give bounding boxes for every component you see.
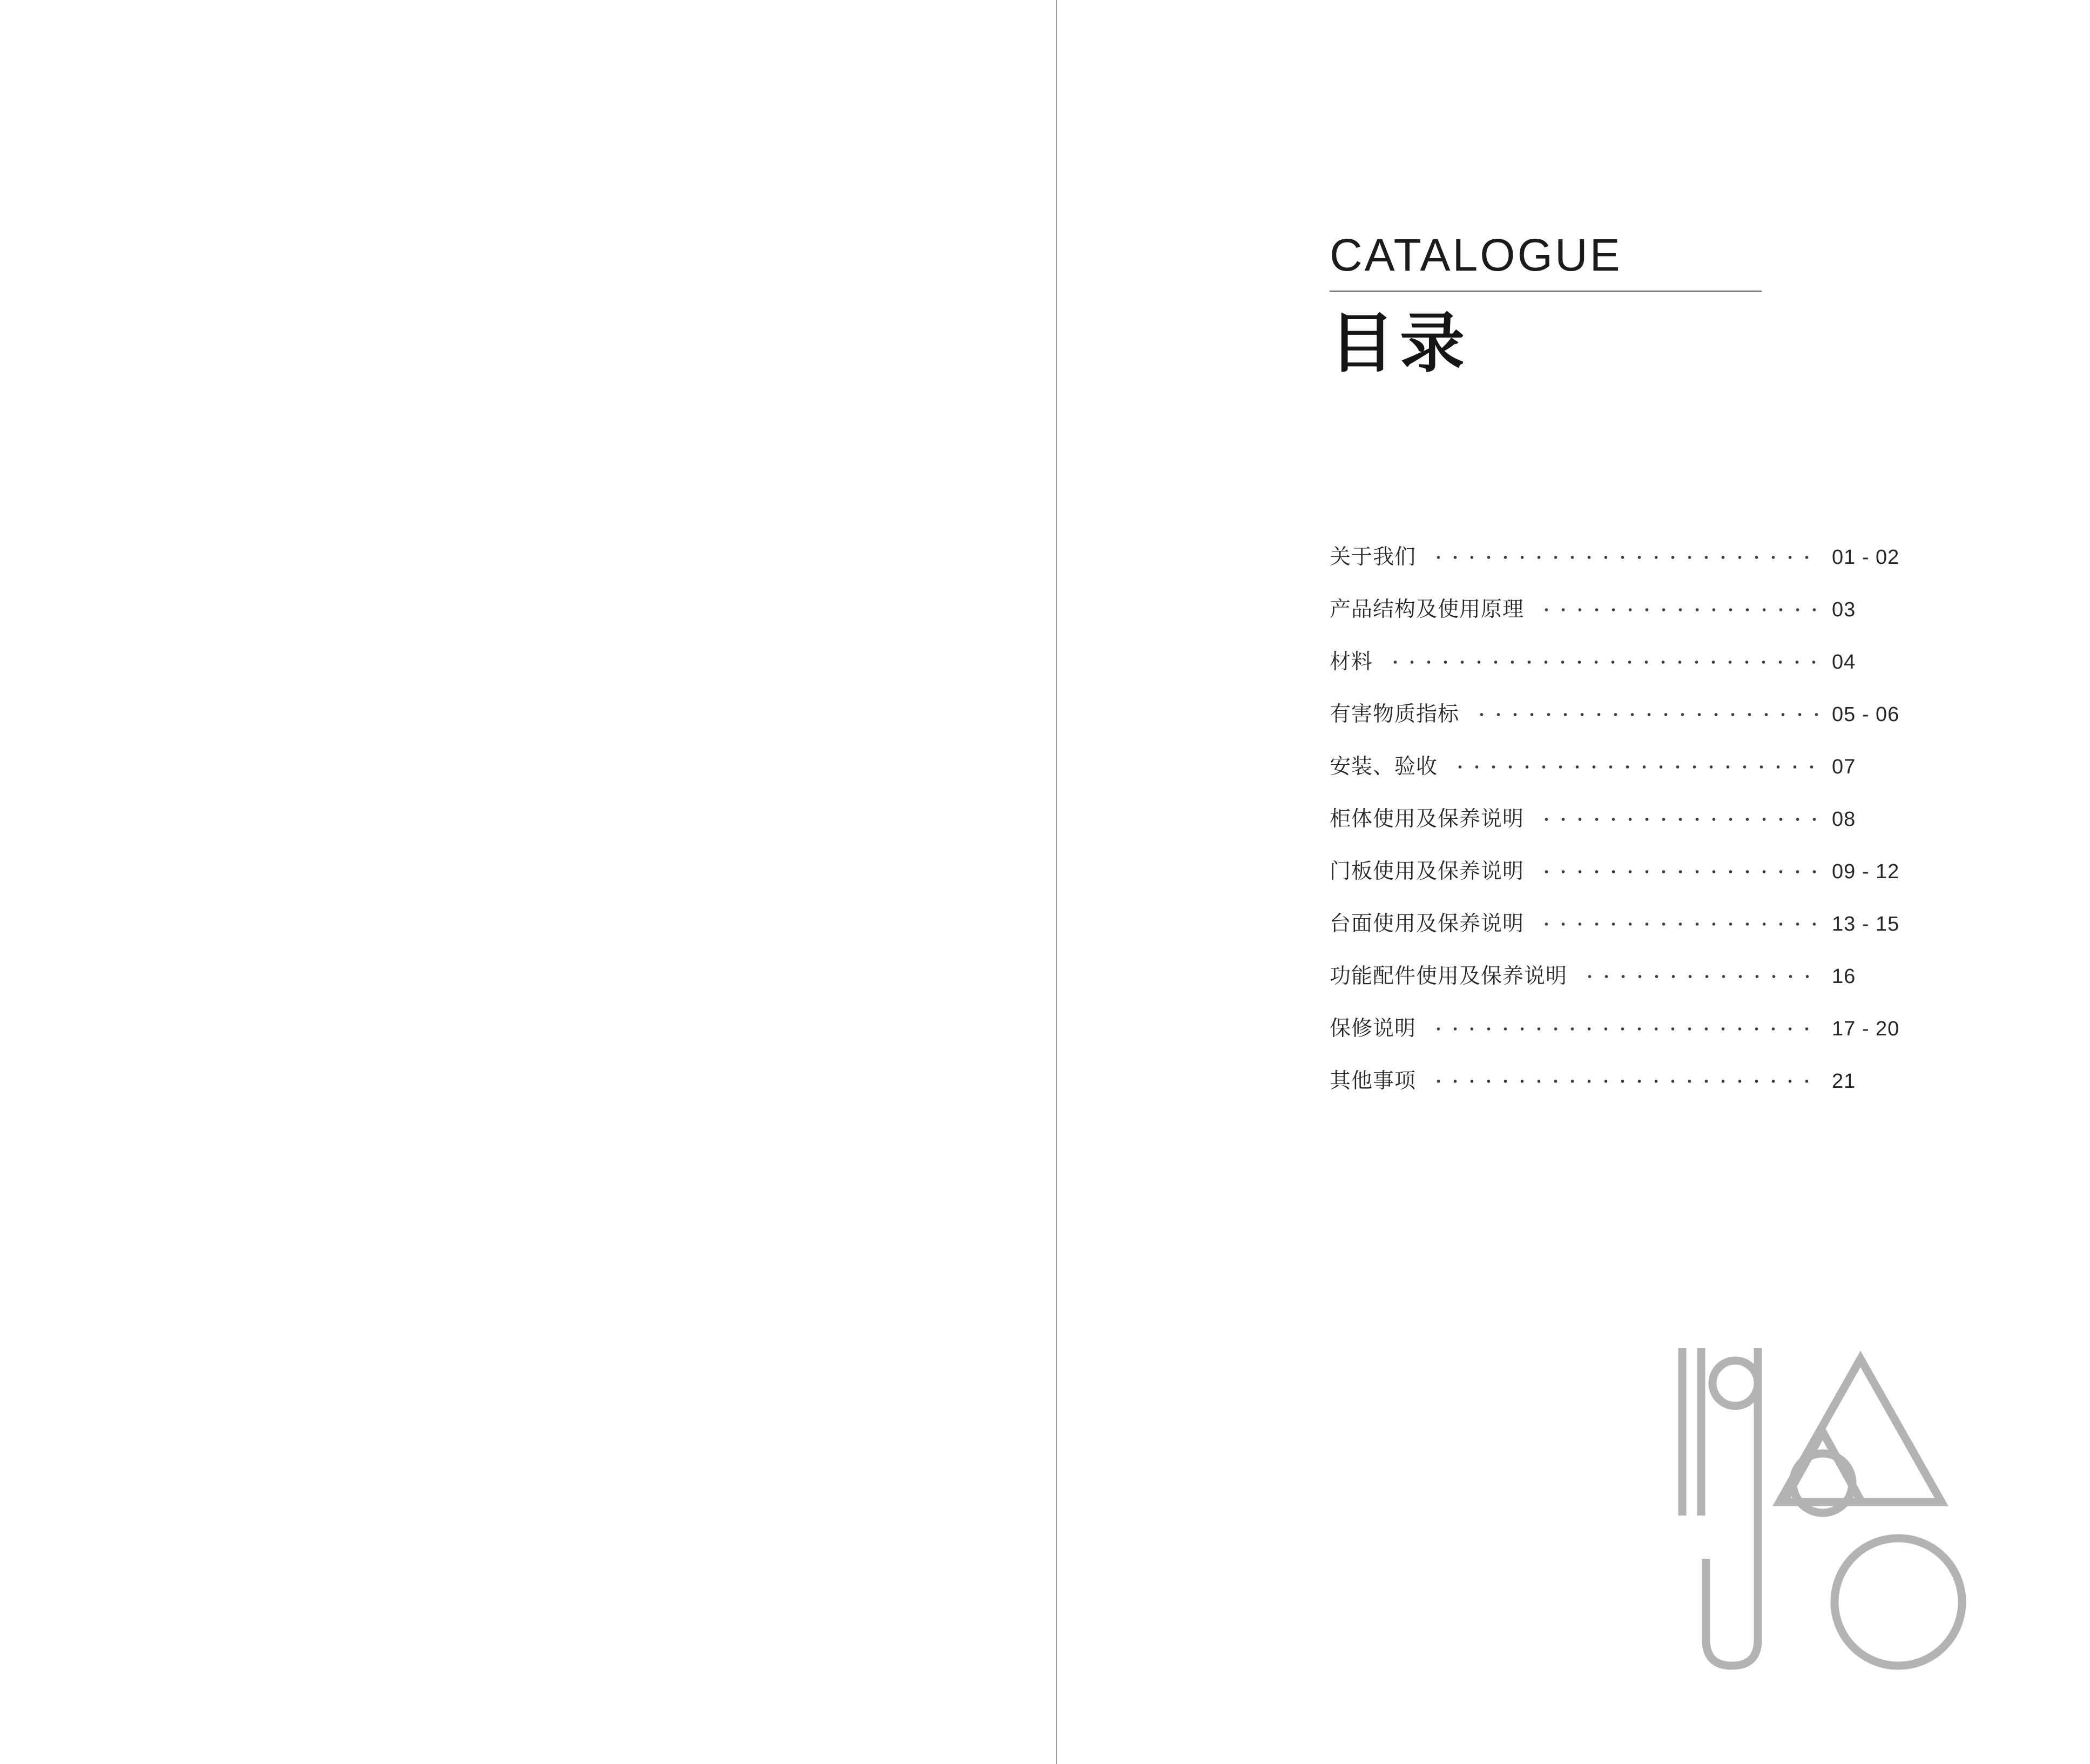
toc-leader-dots [1430, 1079, 1820, 1084]
toc-leader-dots [1430, 555, 1820, 560]
toc-entry-title: 有害物质指标 [1330, 702, 1460, 726]
page-title-chinese: 目录 [1330, 306, 1470, 381]
toc-entry-pages: 01 - 02 [1832, 546, 1900, 569]
brand-watermark-logo-icon [1671, 1337, 1974, 1678]
toc-entry[interactable] [1330, 1064, 1934, 1116]
toc-entry[interactable] [1330, 854, 1934, 907]
toc-entry-pages: 21 [1832, 1070, 1856, 1093]
toc-entry-title: 安装、验收 [1330, 755, 1438, 779]
toc-entry-pages: 05 - 06 [1832, 703, 1900, 726]
toc-leader-dots [1538, 869, 1820, 874]
toc-leader-dots [1452, 764, 1820, 770]
toc-entry-title: 关于我们 [1330, 545, 1417, 569]
toc-entry[interactable] [1330, 1012, 1934, 1064]
toc-entry-pages: 17 - 20 [1832, 1018, 1900, 1040]
table-of-contents [1330, 540, 1934, 1116]
right-content-page [1057, 0, 2090, 1764]
toc-entry[interactable] [1330, 750, 1934, 802]
toc-entry-pages: 13 - 15 [1832, 913, 1900, 935]
toc-entry-pages: 09 - 12 [1832, 860, 1900, 883]
toc-entry-pages: 08 [1832, 808, 1856, 831]
toc-leader-dots [1538, 921, 1820, 927]
toc-entry[interactable] [1330, 959, 1934, 1012]
toc-entry-pages: 07 [1832, 756, 1856, 778]
toc-leader-dots [1387, 659, 1820, 665]
toc-entry-title: 其他事项 [1330, 1069, 1417, 1093]
toc-entry-pages: 03 [1832, 598, 1856, 621]
page-title-english: CATALOGUE [1330, 230, 1622, 280]
toc-leader-dots [1538, 817, 1820, 822]
title-divider-rule [1330, 291, 1762, 292]
toc-entry-pages: 16 [1832, 965, 1856, 988]
toc-entry[interactable] [1330, 540, 1934, 593]
page-title-block [1330, 232, 1778, 381]
toc-leader-dots [1430, 1026, 1820, 1032]
toc-entry-title: 材料 [1330, 650, 1373, 674]
toc-entry-pages: 04 [1832, 651, 1856, 674]
toc-entry-title: 门板使用及保养说明 [1330, 859, 1525, 884]
toc-entry[interactable] [1330, 802, 1934, 854]
toc-entry-title: 台面使用及保养说明 [1330, 912, 1525, 936]
toc-entry-title: 产品结构及使用原理 [1330, 597, 1525, 622]
toc-entry[interactable] [1330, 907, 1934, 959]
toc-entry[interactable] [1330, 697, 1934, 750]
toc-leader-dots [1581, 974, 1820, 979]
toc-entry[interactable] [1330, 593, 1934, 645]
toc-entry[interactable] [1330, 645, 1934, 697]
toc-entry-title: 保修说明 [1330, 1016, 1417, 1041]
toc-leader-dots [1538, 607, 1820, 612]
toc-entry-title: 功能配件使用及保养说明 [1330, 964, 1568, 988]
toc-leader-dots [1473, 712, 1820, 717]
toc-entry-title: 柜体使用及保养说明 [1330, 807, 1525, 831]
